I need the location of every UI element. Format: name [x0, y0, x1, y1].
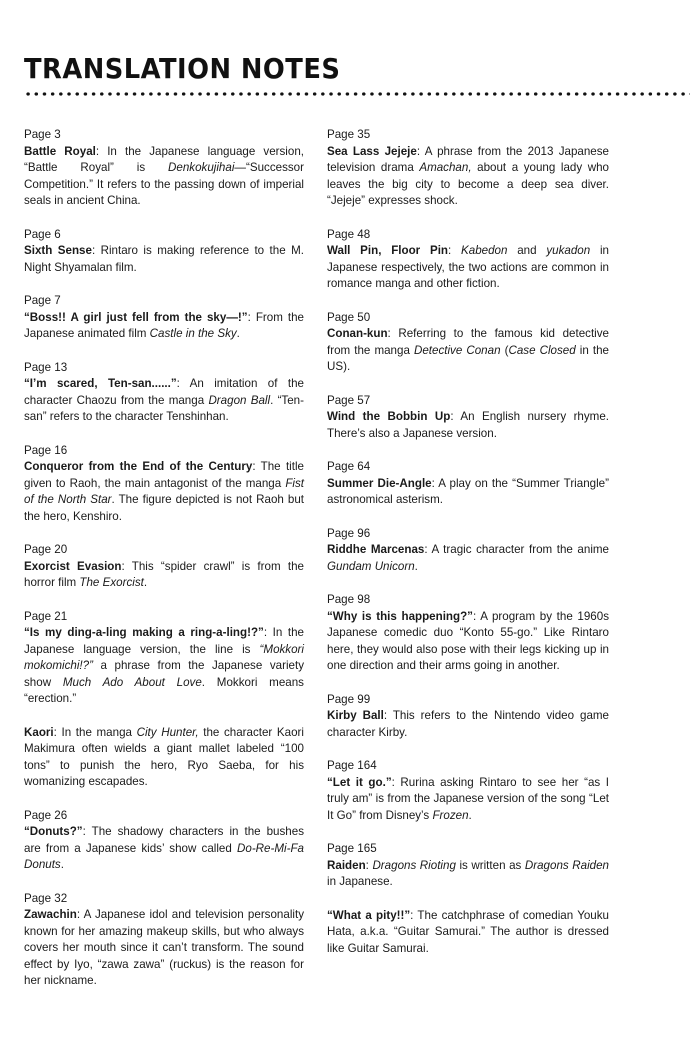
note-title-italic: Fist of the North Star: [24, 476, 304, 506]
note-item: [24, 609, 304, 791]
note-text: about a young lady who leaves the big city to become a deep sea diver. “Jejeje” expresses shock.: [327, 161, 609, 207]
note-text: is written as: [455, 858, 525, 872]
note-term: “Donuts?”: [24, 825, 83, 838]
note-entry: [327, 858, 609, 891]
note-entry: [24, 310, 304, 343]
note-term: Raiden: [327, 858, 366, 872]
note-text: : The catchphrase of comedian Youku Hata, a.k.a. “Guitar Samurai.” The author is dressed like Guitar Samurai.: [327, 908, 609, 955]
note-term: Exorcist Evasion: [24, 559, 122, 573]
note-entry: [327, 708, 609, 741]
note-text: . Mokkori means “erection.”: [24, 675, 304, 705]
note-title-italic: Do-Re-Mi-Fa Donuts: [24, 841, 304, 871]
note-title-italic: Case Closed: [508, 343, 576, 357]
note-page-number: Page 21: [24, 609, 68, 623]
note-text: : An imitation of the character Chaozu from the manga: [24, 377, 304, 407]
note-entry: [327, 144, 609, 210]
note-item: [24, 443, 304, 526]
note-page-number: Page 6: [24, 227, 61, 241]
note-item: [327, 127, 609, 210]
note-term: Riddhe Marcenas: [327, 543, 425, 556]
note-text: : This refers to the Nintendo video game character Kirby.: [327, 709, 609, 739]
note-item: [24, 808, 304, 874]
note-page-number: Page 3: [24, 128, 61, 141]
note-item: [327, 310, 609, 376]
note-entry: [24, 907, 304, 990]
note-text: : The shadowy characters in the bushes are from a Japanese kids’ show called: [24, 825, 304, 855]
note-item: [327, 692, 609, 742]
note-text: —“Successor Competition.” It refers to the passing down of imperial seals in ancient China.: [24, 161, 304, 207]
note-text: : In the manga: [53, 725, 137, 739]
note-term: Sea Lass Jejeje: [327, 144, 417, 158]
note-title-italic: yukadon: [546, 244, 591, 257]
note-term: Sixth Sense: [24, 244, 92, 257]
note-page-number: Page 48: [327, 227, 371, 241]
note-text: and: [507, 244, 547, 257]
note-entry: [24, 243, 304, 276]
note-text: : Rurina asking Rintaro to see her “as I truly am” is from the Japanese version of the song “Let It Go” from Disney’s: [327, 775, 609, 822]
note-term: Battle Royal: [24, 144, 96, 158]
notes-column-right: [327, 127, 609, 974]
note-title-italic: Gundam Unicorn: [327, 559, 415, 573]
note-text: . The figure depicted is not Raoh but the hero, Kenshiro.: [24, 493, 305, 523]
note-page-number: Page 50: [327, 310, 371, 324]
note-text: in the US).: [327, 343, 609, 373]
note-entry: [24, 725, 304, 791]
note-page-number: Page 16: [24, 443, 68, 457]
note-page-number: Page 35: [327, 128, 371, 141]
note-page-number: Page 7: [24, 294, 61, 307]
page-title: TRANSLATION NOTES: [24, 52, 341, 85]
note-item: [24, 293, 304, 343]
note-entry: [24, 625, 304, 708]
note-page-number: Page 165: [327, 842, 377, 855]
note-term: “Why is this happening?”: [327, 609, 473, 623]
note-text: : A program by the 1960s Japanese comedic duo “Konto 55-go.” Like Rintaro here, they would also pose with their legs kicking up in one direction and their arms going in another.: [327, 609, 610, 672]
note-page-number: Page 32: [24, 891, 68, 905]
note-item: [24, 542, 304, 592]
note-title-italic: The Exorcist: [79, 576, 144, 589]
note-item: [24, 227, 304, 277]
note-text: .: [414, 559, 418, 573]
note-term: “Let it go.”: [327, 775, 392, 789]
note-entry: [327, 775, 609, 825]
note-text: .: [236, 327, 240, 340]
note-entry: [327, 542, 609, 575]
note-text: .: [60, 858, 64, 871]
note-term: Kirby Ball: [327, 709, 384, 722]
note-page-number: Page 164: [327, 759, 377, 772]
note-title-italic: Dragons Raiden: [524, 858, 609, 872]
note-entry: [327, 409, 609, 442]
note-entry: [24, 559, 304, 592]
note-page-number: Page 98: [327, 593, 371, 606]
note-title-italic: Kabedon: [461, 244, 508, 257]
note-text: in Japanese respectively, the two actions are common in romance manga and other fiction.: [327, 244, 609, 290]
note-text: : A phrase from the 2013 Japanese television drama: [327, 144, 609, 174]
note-text: : A Japanese idol and television personality known for her amazing makeup skills, but who always covers her mouth since it can’t transform. The sound effect by Iyo, “zawa zawa” (ruckus) is the reason for her nickname.: [24, 908, 304, 987]
note-term: “Boss!! A girl just fell from the sky—!”: [24, 310, 248, 324]
note-entry: [327, 609, 609, 675]
note-text: : A tragic character from the anime: [424, 543, 610, 556]
note-term: “I’m scared, Ten-san......”: [24, 377, 177, 390]
note-item: [327, 393, 609, 443]
note-item: [327, 841, 609, 957]
note-item: [24, 360, 304, 426]
note-title-italic: Dragon Ball: [208, 393, 271, 407]
note-text: .: [468, 808, 472, 822]
note-entry: [24, 824, 304, 874]
note-text: : This “spider crawl” is from the horror film: [24, 559, 304, 589]
note-title-italic: City Hunter,: [136, 725, 199, 739]
note-item: [327, 459, 609, 509]
note-entry: [24, 459, 304, 525]
note-title-italic: Denkokujihai: [168, 161, 235, 174]
note-item: [327, 526, 609, 576]
note-entry: [327, 908, 609, 958]
note-text: : In the Japanese language version, the line is: [24, 626, 304, 656]
note-page-number: Page 26: [24, 808, 68, 822]
note-term: Conqueror from the End of the Century: [24, 460, 253, 473]
note-page-number: Page 64: [327, 460, 371, 473]
note-text: : Rintaro is making reference to the M. Night Shyamalan film.: [24, 244, 304, 274]
note-text: .: [143, 576, 148, 589]
note-term: Wall Pin, Floor Pin: [327, 244, 449, 257]
note-term: Kaori: [24, 725, 54, 739]
note-term: Summer Die-Angle: [327, 476, 432, 490]
note-title-italic: Amachan,: [419, 161, 472, 174]
note-item: [24, 127, 304, 210]
note-term: Conan-kun: [327, 327, 388, 340]
note-term: “Is my ding-a-ling making a ring-a-ling!?”: [24, 626, 264, 639]
note-item: [327, 227, 609, 293]
note-title-italic: Much Ado About Love: [62, 675, 202, 689]
notes-column-left: [24, 127, 304, 1007]
note-entry: [327, 476, 609, 509]
note-text: . “Ten-san” refers to the character Tenshinhan.: [24, 393, 304, 423]
note-text: : Referring to the famous kid detective from the manga: [327, 327, 609, 357]
note-text: : The title given to Raoh, the main antagonist of the manga: [24, 460, 304, 490]
note-term: Wind the Bobbin Up: [327, 410, 451, 423]
note-item: [327, 758, 609, 824]
note-text: the character Kaori Makimura often wields a giant mallet labeled “100 tons” to punish the hero, Ryo Saeba, for his womanizing escapades.: [24, 725, 304, 788]
note-term: “What a pity!!”: [327, 908, 411, 922]
note-title-italic: Castle in the Sky: [149, 327, 237, 340]
note-page-number: Page 20: [24, 543, 68, 556]
note-item: [24, 891, 304, 990]
note-title-italic: “Mokkori mokomichi!?”: [24, 642, 304, 672]
dotted-divider: [24, 92, 690, 96]
note-title-italic: Detective Conan: [413, 343, 501, 357]
note-page-number: Page 13: [24, 360, 68, 374]
note-entry: [327, 243, 609, 293]
note-text: : From the Japanese animated film: [24, 310, 304, 340]
note-page-number: Page 57: [327, 393, 371, 407]
note-page-number: Page 96: [327, 526, 371, 540]
note-term: Zawachin: [24, 908, 77, 921]
note-entry: [24, 144, 304, 210]
note-text: :: [365, 858, 373, 872]
note-text: a phrase from the Japanese variety show: [24, 659, 304, 689]
note-item: [327, 592, 609, 675]
note-text: : In the Japanese language version, “Battle Royal” is: [24, 144, 304, 174]
note-text: : A play on the “Summer Triangle” astronomical asterism.: [327, 476, 609, 506]
note-text: : An English nursery rhyme. There’s also a Japanese version.: [327, 410, 610, 440]
note-title-italic: Dragons Rioting: [372, 858, 456, 872]
note-text: :: [448, 244, 462, 257]
note-entry: [327, 326, 609, 376]
note-text: in Japanese.: [327, 875, 393, 888]
note-entry: [24, 376, 304, 426]
note-page-number: Page 99: [327, 692, 371, 706]
note-title-italic: Frozen: [432, 808, 469, 822]
note-text: (: [500, 343, 509, 357]
